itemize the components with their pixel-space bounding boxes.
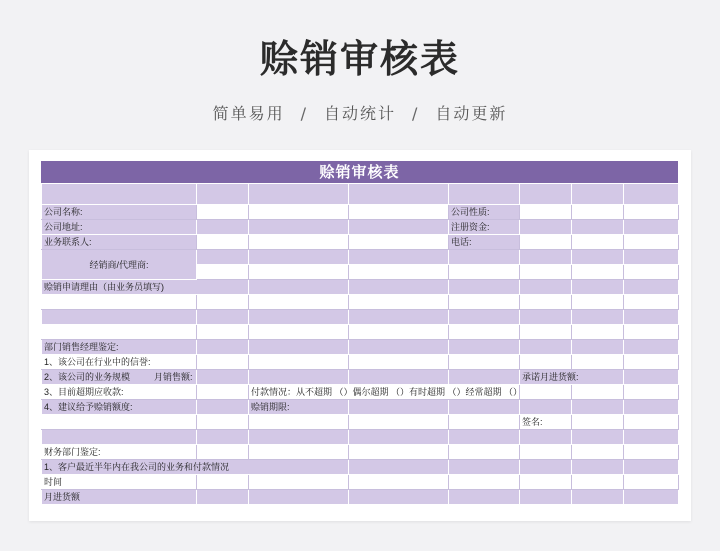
contact-label: 业务联系人:	[42, 235, 197, 250]
table-row	[42, 430, 679, 445]
table-row	[42, 250, 679, 265]
finance-item1-label: 1、客户最近半年内在我公司的业务和付款情况	[42, 460, 349, 475]
separator: /	[412, 104, 420, 123]
page-title: 赊销审核表	[259, 37, 460, 81]
item1-label: 1、该公司在行业中的信誉:	[42, 355, 197, 370]
company-type-label: 公司性质:	[449, 205, 520, 220]
table-row	[42, 355, 679, 370]
table-row	[42, 370, 679, 385]
tag-auto-update: 自动更新	[435, 104, 508, 123]
table-row	[42, 235, 679, 250]
separator: /	[300, 104, 308, 123]
dept-review-label: 部门销售经理鉴定:	[42, 340, 197, 355]
form-table	[41, 183, 679, 505]
phone-label: 电话:	[449, 235, 520, 250]
tag-auto-stats: 自动统计	[323, 104, 396, 123]
sheet-title: 赊销审核表	[41, 161, 678, 183]
committed-purchase-label: 承诺月进货额:	[520, 370, 624, 385]
table-row	[42, 325, 679, 340]
table-row	[42, 310, 679, 325]
table-row	[42, 385, 679, 400]
signature-label: 签名:	[520, 415, 572, 430]
finance-review-label: 财务部门鉴定:	[42, 445, 197, 460]
table-row	[42, 220, 679, 235]
table-row	[42, 184, 679, 205]
table-row	[42, 445, 679, 460]
table-row	[42, 415, 679, 430]
company-name-label: 公司名称:	[42, 205, 197, 220]
table-row	[42, 490, 679, 505]
credit-review-form	[41, 161, 678, 505]
item3-label: 3、目前超期应收款:	[42, 385, 197, 400]
registered-capital-label: 注册资金:	[449, 220, 520, 235]
dealer-label: 经销商/代理商:	[42, 250, 197, 280]
table-row	[42, 340, 679, 355]
credit-period-label: 赊销期限:	[249, 400, 349, 415]
spreadsheet-preview	[29, 150, 691, 521]
company-address-label: 公司地址:	[42, 220, 197, 235]
reason-label: 赊销申请理由（由业务员填写)	[42, 280, 249, 295]
table-row	[42, 280, 679, 295]
table-row	[42, 205, 679, 220]
feature-tags	[0, 101, 720, 124]
table-row	[42, 400, 679, 415]
monthly-sales-label: 月销售额:	[154, 372, 193, 382]
monthly-purchase-label: 月进货额	[42, 490, 197, 505]
table-row	[42, 475, 679, 490]
tag-easy: 简单易用	[212, 104, 285, 123]
time-label: 时间	[42, 475, 197, 490]
table-row	[42, 460, 679, 475]
table-row	[42, 295, 679, 310]
item2-label: 2、该公司的业务规模 月销售额:	[42, 370, 197, 385]
payment-status-label: 付款情况：从不超期 （）偶尔超期 （）有时超期 （）经常超期 （）	[249, 385, 520, 400]
item4-label: 4、建议给予赊销额度:	[42, 400, 197, 415]
